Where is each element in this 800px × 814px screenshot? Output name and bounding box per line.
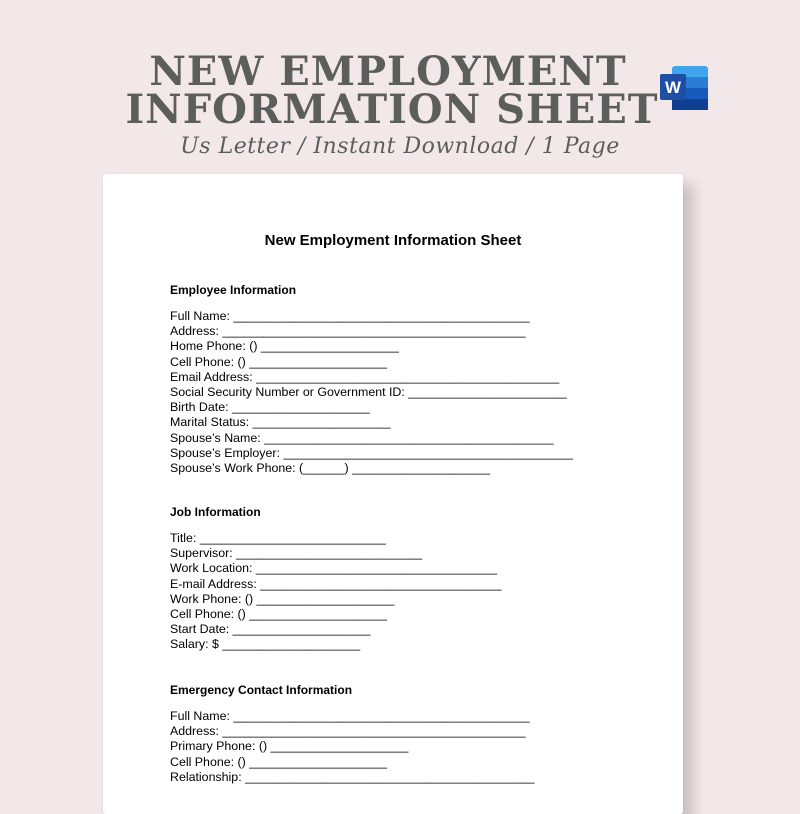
form-field-email-address: E-mail Address: ___________________________________ bbox=[170, 576, 502, 591]
section-job-information bbox=[170, 505, 501, 653]
form-field-title: Title: ___________________________ bbox=[170, 531, 386, 545]
section-heading: Employee Information bbox=[170, 283, 297, 297]
section-heading: Emergency Contact Information bbox=[170, 683, 353, 697]
form-field-relationship: Relationship: __________________________________________ bbox=[170, 769, 535, 784]
form-field-work-phone: Work Phone: () ____________________ bbox=[170, 591, 395, 606]
form-field-spouse-work-phone: Spouse’s Work Phone: (______) ____________________ bbox=[170, 460, 490, 475]
form-field-start-date: Start Date: ____________________ bbox=[170, 622, 371, 637]
form-field-salary: Salary: $ ____________________ bbox=[170, 637, 361, 652]
form-field-supervisor: Supervisor: ___________________________ bbox=[170, 546, 423, 561]
banner-title-line-1: NEW EMPLOYMENT bbox=[149, 48, 627, 95]
form-field-spouse-name: Spouse’s Name: __________________________________________ bbox=[170, 430, 554, 445]
form-field-home-phone: Home Phone: () ____________________ bbox=[170, 339, 399, 354]
document-title: New Employment Information Sheet bbox=[264, 232, 522, 249]
form-field-ssn: Social Security Number or Government ID: _______________________ bbox=[170, 384, 567, 399]
form-field-cell-phone: Cell Phone: () ____________________ bbox=[170, 606, 388, 621]
form-field-email-address: Email Address: ____________________________________________ bbox=[170, 369, 560, 384]
form-field-cell-phone: Cell Phone: () ____________________ bbox=[170, 354, 388, 369]
form-field-full-name: Full Name: ___________________________________________ bbox=[170, 309, 530, 323]
form-field-spouse-employer: Spouse’s Employer: __________________________________________ bbox=[170, 445, 573, 460]
word-icon bbox=[660, 66, 708, 110]
form-field-address: Address: ____________________________________________ bbox=[170, 724, 526, 739]
section-employee-information bbox=[170, 283, 573, 476]
document-page bbox=[103, 174, 683, 814]
form-field-full-name: Full Name: ___________________________________________ bbox=[170, 709, 530, 723]
section-emergency-contact bbox=[170, 683, 535, 785]
form-field-primary-phone: Primary Phone: () ____________________ bbox=[170, 739, 409, 754]
section-heading: Job Information bbox=[170, 505, 261, 519]
form-field-work-location: Work Location: ___________________________________ bbox=[170, 561, 498, 576]
form-field-cell-phone: Cell Phone: () ____________________ bbox=[170, 754, 388, 769]
banner-title-line-2: INFORMATION SHEET bbox=[125, 86, 659, 133]
form-field-address: Address: ____________________________________________ bbox=[170, 324, 526, 339]
form-field-marital-status: Marital Status: ____________________ bbox=[170, 415, 391, 430]
word-icon-letter: W bbox=[664, 78, 682, 97]
form-field-birth-date: Birth Date: ____________________ bbox=[170, 400, 370, 415]
banner-subtitle: Us Letter / Instant Download / 1 Page bbox=[180, 134, 620, 159]
